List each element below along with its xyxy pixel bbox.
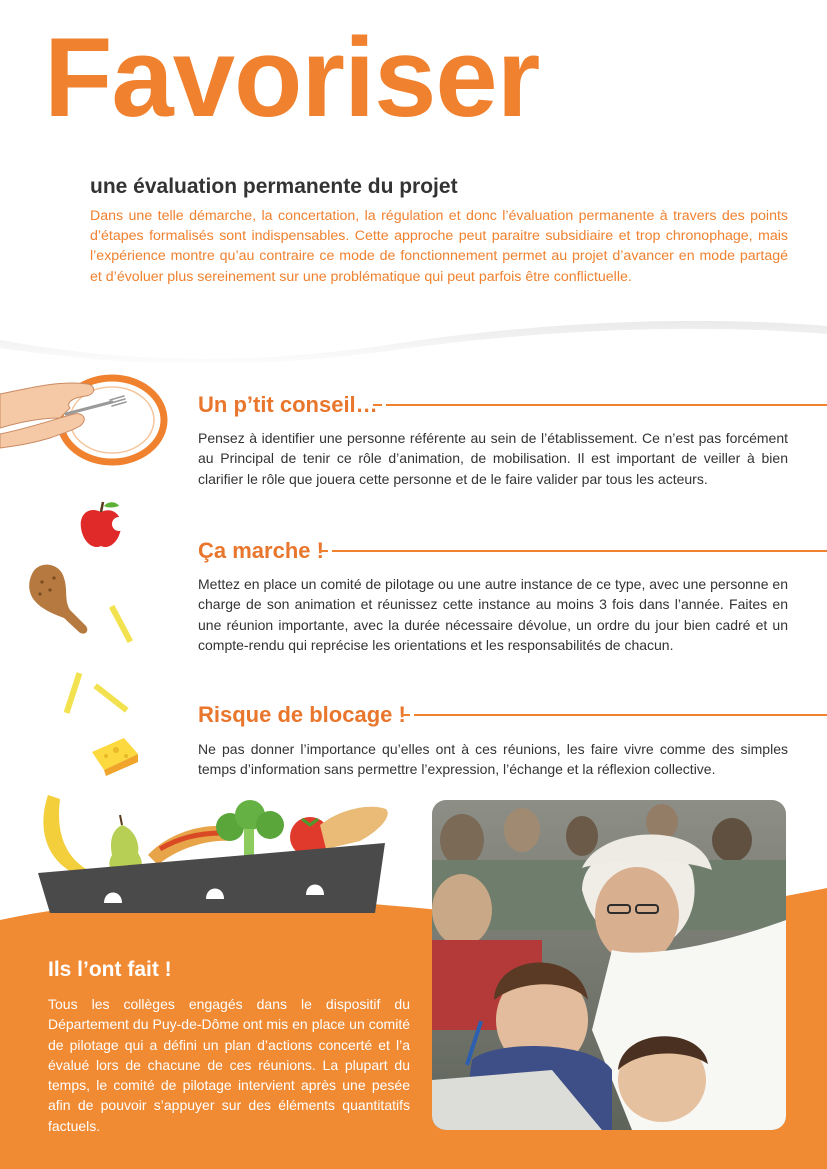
- fries-icon: [60, 600, 160, 720]
- panel-title: Ils l’ont fait !: [48, 958, 172, 981]
- heading-rule: [386, 404, 827, 406]
- section-heading-ca-marche: [198, 536, 827, 566]
- section-text: Mettez en place un comité de pilotage ou une autre instance de ce type, avec une personne en charge de son animation et réunissez cette instance au moins 3 fois dans l’année. Faites en une réunion importante, avec la durée nécessaire dévolue, un ordre du jour bien cadré et un compte-rendu qui reprécise les orientations et les responsabilités de chacun.: [198, 576, 788, 654]
- section-heading-risque: [198, 700, 827, 730]
- intro-paragraph: Dans une telle démarche, la concertation, la régulation et donc l’évaluation permanente à travers des points d’étapes formalisés sont indispensables. Cette approche peut paraitre subsidiaire et trop chronophage, mais l’expérience montre qu’au contraire ce mode de fonctionnement permet au projet d’avancer en mode partagé et d’évoluer plus sereinement sur une problématique qui peut parfois être conflictuelle.: [90, 208, 788, 285]
- apple-icon: [77, 498, 125, 550]
- cheese-icon: [88, 734, 142, 776]
- page-subtitle: une évaluation permanente du projet: [90, 175, 458, 198]
- chef-students-photo: [432, 800, 786, 1130]
- heading-rule: [414, 714, 827, 716]
- section-text: Ne pas donner l’importance qu’elles ont à ces réunions, les faire vivre comme des simples temps d’information sans permettre l’expression, l’échange et la réflexion collective.: [198, 741, 788, 778]
- hand-plate-illustration: [0, 374, 170, 479]
- heading-rule: [332, 550, 827, 552]
- section-text: Pensez à identifier une personne référente au sein de l’établissement. Ce n’est pas forcément au Principal de tenir ce rôle d’animation, de mobilisation. Il est important de veiller à bien clarifier le rôle que jouera cette personne et de le faire valider par tous les acteurs.: [198, 430, 788, 487]
- food-basket-illustration: [30, 785, 395, 915]
- section-title: Ça marche !: [198, 538, 324, 563]
- wave-divider: [0, 300, 827, 370]
- panel-text: Tous les collèges engagés dans le dispositif du Département du Puy-de-Dôme ont mis en place un comité de pilotage qui a défini un plan d’actions concerté et l’a évalué lors de chacune de ces réunions. La plupart du temps, le comité de pilotage intervient après une pesée afin de pouvoir s’appuyer sur des éléments quantitatifs factuels.: [48, 996, 410, 1134]
- page-title: Favoriser: [44, 15, 540, 140]
- section-title: Un p’tit conseil…: [198, 392, 378, 417]
- section-title: Risque de blocage !: [198, 702, 406, 727]
- section-heading-conseil: [198, 390, 827, 420]
